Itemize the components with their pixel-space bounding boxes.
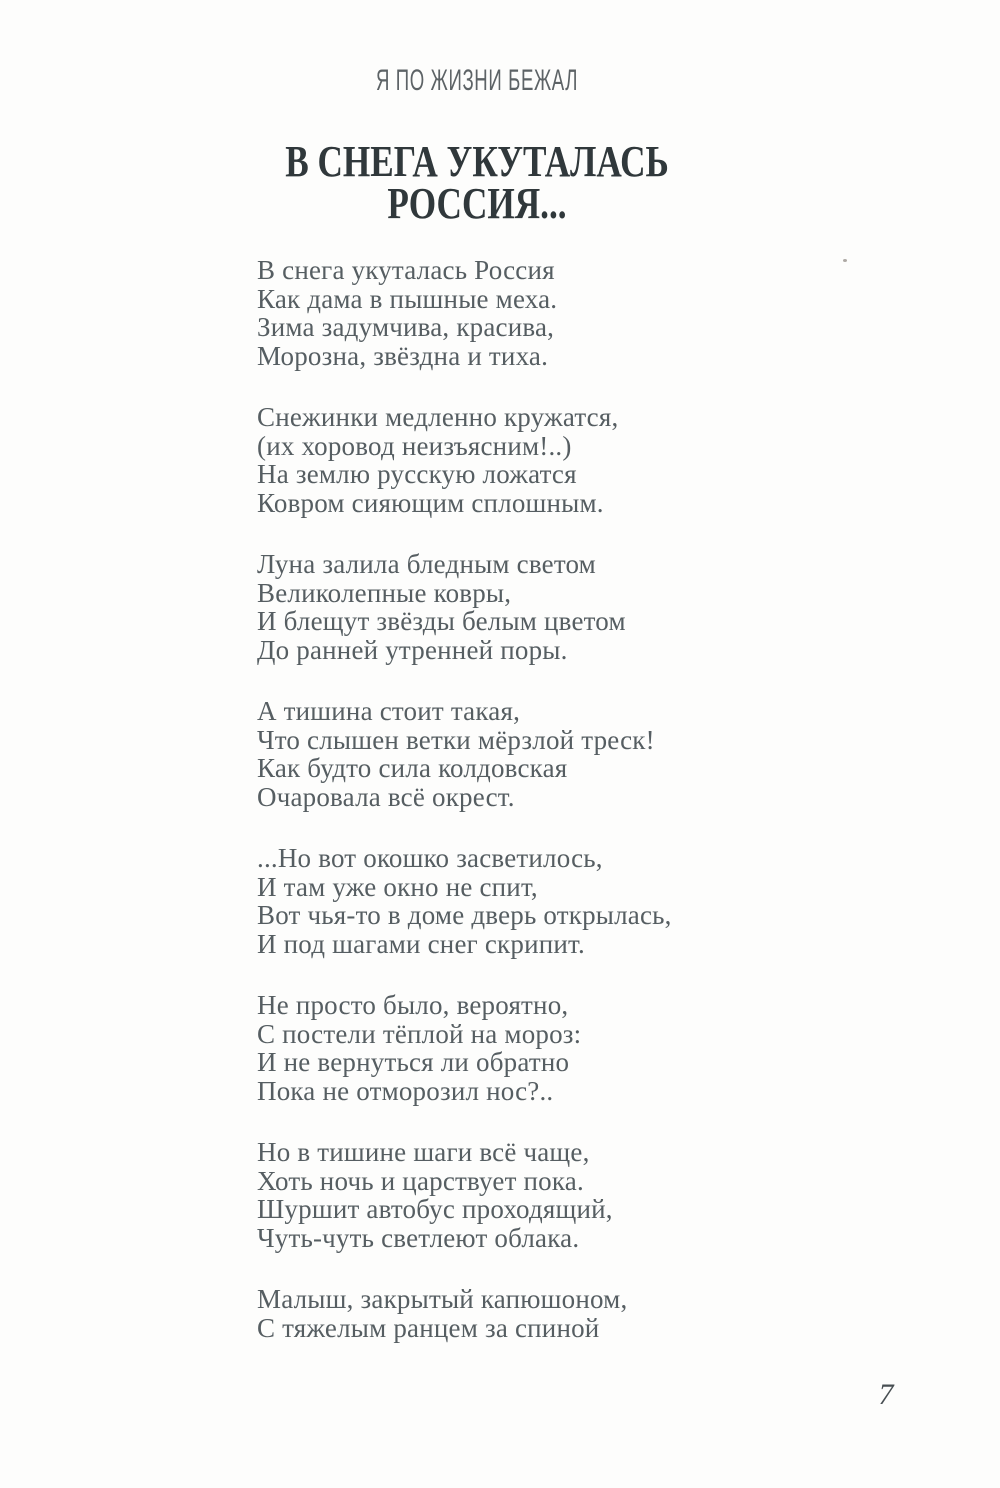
poem-line: Что слышен ветки мёрзлой треск! bbox=[257, 724, 655, 755]
poem-line: Очаровала всё окрест. bbox=[257, 781, 515, 812]
poem-line: На землю русскую ложатся bbox=[257, 459, 577, 489]
poem-body bbox=[257, 256, 672, 1375]
running-header: Я ПО ЖИЗНИ БЕЖАЛ bbox=[375, 64, 579, 97]
page-number: 7 bbox=[878, 1378, 894, 1411]
poem-line: И блещут звёзды белым цветом bbox=[257, 606, 626, 636]
poem-line: С тяжелым ранцем за спиной bbox=[257, 1312, 600, 1343]
poem-line: Малыш, закрытый капюшоном, bbox=[257, 1284, 628, 1314]
poem-title-line-2: РОССИЯ... bbox=[387, 179, 567, 228]
poem-line: Великолепные ковры, bbox=[257, 577, 512, 608]
poem-title bbox=[95, 137, 858, 228]
poem-line: И не вернуться ли обратно bbox=[257, 1047, 570, 1077]
poem-line: И там уже окно не спит, bbox=[257, 871, 538, 902]
poem-line: Шуршит автобус проходящий, bbox=[257, 1194, 613, 1224]
poem-line: Пока не отморозил нос?.. bbox=[257, 1075, 554, 1106]
poem-line: (их хоровод неизъясним!..) bbox=[257, 430, 572, 461]
poem-line: Но в тишине шаги всё чаще, bbox=[257, 1137, 590, 1167]
poem-line: А тишина стоит такая, bbox=[257, 696, 521, 726]
poem-line: С постели тёплой на мороз: bbox=[257, 1018, 582, 1049]
poem-line: Снежинки медленно кружатся, bbox=[257, 402, 619, 432]
poem-line: Чуть-чуть светлеют облака. bbox=[257, 1222, 580, 1253]
poem-line: Луна залила бледным светом bbox=[257, 549, 596, 579]
stanza-3 bbox=[257, 550, 672, 664]
poem-line: ...Но вот окошко засветилось, bbox=[257, 843, 603, 873]
stanza-7 bbox=[257, 1138, 672, 1252]
stanza-8 bbox=[257, 1285, 672, 1342]
stanza-2 bbox=[257, 403, 672, 517]
poem-title-line-1: В СНЕГА УКУТАЛАСЬ bbox=[285, 137, 669, 186]
stanza-4 bbox=[257, 697, 672, 811]
stanza-5 bbox=[257, 844, 672, 958]
poem-line: Как дама в пышные меха. bbox=[257, 283, 558, 314]
poem-line: Зима задумчива, красива, bbox=[257, 312, 555, 342]
poem-line: И под шагами снег скрипит. bbox=[257, 928, 585, 959]
poem-line: Как будто сила колдовская bbox=[257, 753, 568, 783]
poem-line: Морозна, звёздна и тиха. bbox=[257, 340, 549, 371]
poem-line: Ковром сияющим сплошным. bbox=[257, 487, 604, 518]
scan-speck bbox=[843, 259, 847, 262]
poem-line: В снега укуталась Россия bbox=[257, 255, 555, 285]
poem-line: До ранней утренней поры. bbox=[257, 634, 568, 665]
poem-line: Не просто было, вероятно, bbox=[257, 990, 569, 1020]
poem-line: Вот чья-то в доме дверь открылась, bbox=[257, 900, 672, 930]
stanza-1 bbox=[257, 256, 672, 370]
poem-line: Хоть ночь и царствует пока. bbox=[257, 1165, 584, 1196]
stanza-6 bbox=[257, 991, 672, 1105]
